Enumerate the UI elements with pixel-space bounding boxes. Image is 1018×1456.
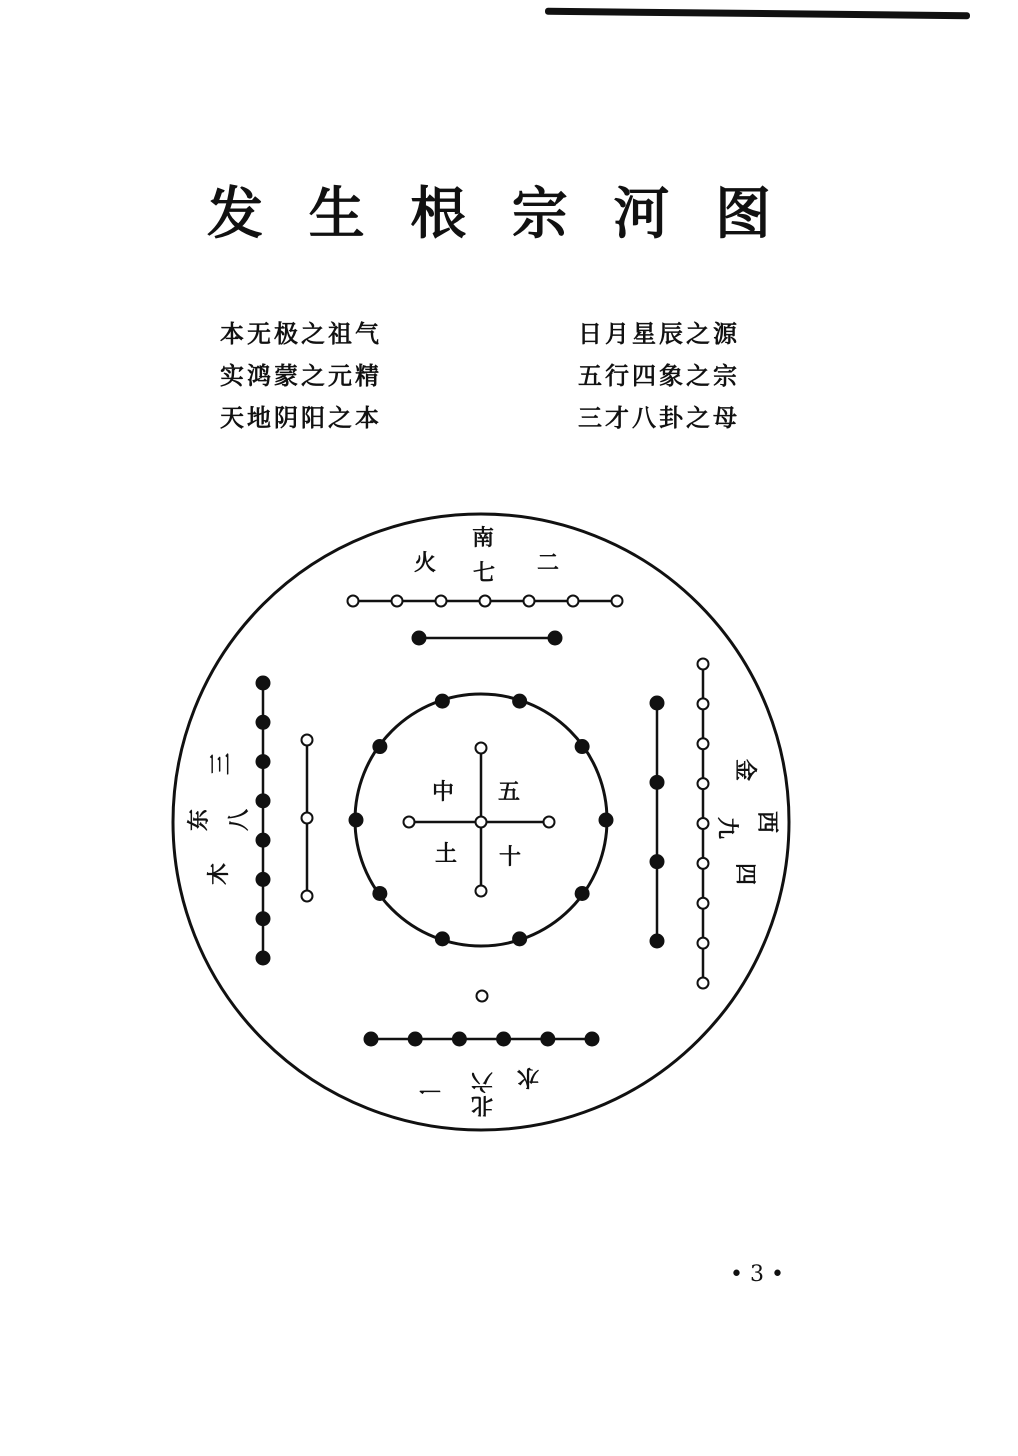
west-open-dot [698, 738, 709, 749]
south-filled-dot [413, 632, 426, 645]
west-open-dot [698, 818, 709, 829]
west-filled-dot [651, 855, 664, 868]
east-element-label: 木 [206, 862, 232, 886]
title-char: 生 [308, 181, 365, 247]
north-filled-dot [365, 1033, 378, 1046]
south-open-dot [348, 596, 359, 607]
east-filled-dot [257, 912, 270, 925]
east-filled-dot [257, 755, 270, 768]
west-open-dot [698, 858, 709, 869]
center-direction-label: 中 [431, 779, 455, 805]
center-filled-dot [373, 740, 386, 753]
north-filled-dot [409, 1033, 422, 1046]
west-open-dot [698, 698, 709, 709]
verse-line: 三才八卦之母 [578, 403, 740, 432]
west-open-dot [698, 659, 709, 670]
north-number-outer: 六 [470, 1068, 494, 1094]
north-filled-dot [497, 1033, 510, 1046]
center-filled-dot [373, 887, 386, 900]
verse-line: 日月星辰之源 [578, 319, 740, 348]
east-filled-dot [257, 794, 270, 807]
east-direction-label: 东 [186, 808, 212, 832]
west-number-inner: 四 [732, 862, 758, 886]
west-open-dot [698, 938, 709, 949]
south-number-outer: 七 [472, 560, 496, 586]
west-open-dot [698, 898, 709, 909]
north-open-dot [477, 991, 488, 1002]
north-filled-dot [586, 1033, 599, 1046]
center-filled-dot [576, 887, 589, 900]
center-open-dot [476, 886, 487, 897]
title-char: 图 [714, 181, 771, 247]
title-char: 河 [613, 181, 670, 247]
east-number-outer: 八 [226, 808, 252, 832]
west-filled-dot [651, 776, 664, 789]
verse-line: 天地阴阳之本 [220, 403, 382, 432]
south-number-inner: 二 [536, 550, 560, 576]
north-number-inner: 一 [418, 1076, 442, 1102]
west-filled-dot [651, 935, 664, 948]
verse-line: 本无极之祖气 [220, 319, 382, 348]
center-number-ten: 十 [498, 844, 522, 870]
west-open-dot [698, 778, 709, 789]
north-filled-dot [453, 1033, 466, 1046]
dots-layer [257, 596, 709, 1046]
south-open-dot [524, 596, 535, 607]
west-direction-label: 西 [754, 810, 780, 834]
center-open-dot [404, 817, 415, 828]
east-filled-dot [257, 677, 270, 690]
west-element-label: 金 [732, 758, 758, 782]
center-open-dot [476, 743, 487, 754]
west-number-outer: 九 [714, 816, 740, 840]
south-open-dot [568, 596, 579, 607]
center-filled-dot [513, 695, 526, 708]
south-open-dot [612, 596, 623, 607]
north-direction-label: 北 [470, 1092, 494, 1118]
center-open-dot [476, 817, 487, 828]
south-open-dot [480, 596, 491, 607]
south-element-label: 火 [413, 550, 437, 576]
center-number-five: 五 [497, 779, 521, 805]
center-open-dot [544, 817, 555, 828]
center-filled-dot [436, 695, 449, 708]
center-filled-dot [436, 932, 449, 945]
verse-line: 五行四象之宗 [578, 361, 740, 390]
west-filled-dot [651, 697, 664, 710]
east-filled-dot [257, 952, 270, 965]
center-filled-dot [600, 814, 613, 827]
east-number-inner: 三 [208, 752, 234, 776]
center-filled-dot [350, 814, 363, 827]
title-char: 根 [410, 181, 467, 247]
center-filled-dot [576, 740, 589, 753]
title-char: 发 [207, 181, 263, 247]
east-open-dot [302, 735, 313, 746]
verse-line: 实鸿蒙之元精 [220, 361, 382, 390]
south-direction-label: 南 [471, 525, 495, 551]
east-open-dot [302, 891, 313, 902]
west-open-dot [698, 978, 709, 989]
east-open-dot [302, 813, 313, 824]
east-filled-dot [257, 873, 270, 886]
north-filled-dot [541, 1033, 554, 1046]
east-filled-dot [257, 716, 270, 729]
title-char: 宗 [511, 181, 568, 247]
center-element-label: 土 [434, 841, 458, 867]
center-filled-dot [513, 932, 526, 945]
south-filled-dot [549, 632, 562, 645]
east-filled-dot [257, 834, 270, 847]
south-open-dot [392, 596, 403, 607]
page-number: • 3 • [730, 1262, 784, 1287]
north-element-label: 水 [516, 1064, 540, 1090]
south-open-dot [436, 596, 447, 607]
